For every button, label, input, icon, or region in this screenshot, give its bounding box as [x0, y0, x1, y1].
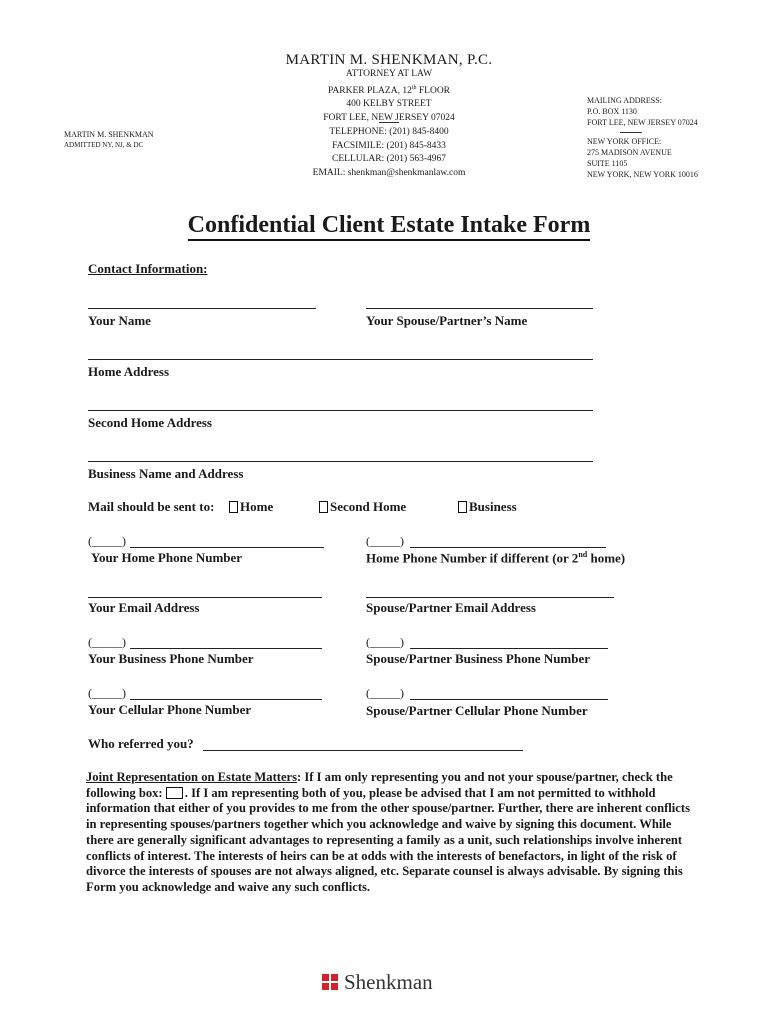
ny-city: NEW YORK, NEW YORK 10016	[587, 170, 698, 179]
divider	[620, 132, 642, 133]
attorney-name: MARTIN M. SHENKMAN	[64, 130, 154, 139]
ny-suite: SUITE 1105	[587, 159, 628, 168]
your-email-label: Your Email Address	[88, 600, 200, 615]
ny-street: 275 MADISON AVENUE	[587, 148, 672, 157]
firm-name: MARTIN M. SHENKMAN, P.C.	[285, 52, 493, 68]
home-phone-if-different-label: Home Phone Number if different (or 2nd home)	[366, 550, 626, 566]
spouse-name-field[interactable]	[366, 308, 593, 309]
referred-prompt: Who referred you?	[88, 736, 194, 751]
area-code-blank: (_____)	[366, 534, 404, 548]
referred-field[interactable]	[203, 750, 523, 751]
area-code-blank: (_____)	[88, 534, 126, 548]
mailing-address-block	[587, 95, 757, 128]
your-name-field[interactable]	[88, 308, 316, 309]
your-business-phone-field[interactable]	[130, 648, 322, 649]
mailing-label: MAILING ADDRESS:	[587, 96, 662, 105]
form-title: Confidential Client Estate Intake Form	[0, 212, 768, 239]
business-address-label: Business Name and Address	[88, 466, 244, 481]
mail-option-business[interactable]: Business	[458, 499, 517, 515]
joint-only-checkbox[interactable]	[166, 787, 183, 799]
second-home-address-label: Second Home Address	[88, 415, 212, 430]
your-cell-phone-label: Your Cellular Phone Number	[88, 702, 252, 717]
firm-contact-block	[300, 126, 478, 180]
profession: ATTORNEY AT LAW	[345, 69, 433, 79]
spouse-cell-phone-field[interactable]	[410, 699, 608, 700]
street-line-1: PARKER PLAZA, 12th FLOOR	[327, 84, 451, 96]
your-email-field[interactable]	[88, 597, 322, 598]
street-line-2: 400 KELBY STREET	[346, 99, 432, 110]
admitted-jurisdictions: ADMITTED NY, NJ, & DC	[64, 141, 144, 149]
mail-option-home[interactable]: Home	[229, 499, 273, 515]
your-home-phone-field[interactable]	[130, 547, 324, 548]
section-heading-contact: Contact Information:	[88, 261, 208, 276]
home-address-label: Home Address	[88, 364, 170, 379]
cellular: CELLULAR: (201) 563-4967	[332, 154, 446, 164]
spouse-name-label: Your Spouse/Partner’s Name	[366, 313, 528, 328]
spouse-cell-phone-label: Spouse/Partner Cellular Phone Number	[366, 703, 588, 718]
business-address-field[interactable]	[88, 461, 593, 462]
joint-heading: Joint Representation on Estate Matters	[86, 770, 298, 784]
area-code-blank: (_____)	[366, 635, 404, 649]
spouse-business-phone-field[interactable]	[410, 648, 608, 649]
logo-text: Shenkman	[344, 970, 433, 994]
email: EMAIL: shenkman@shenkmanlaw.com	[312, 167, 466, 178]
telephone: TELEPHONE: (201) 845-8400	[329, 127, 449, 137]
joint-representation-paragraph: Joint Representation on Estate Matters: If I am only representing you and not your spouse/partner, check the following box: . If I am representing both of you, please be advised that I am not permitted to withhold information that either of you provides to me from the other spouse/partner. Further, there are inherent conflicts in representing spouses/partners together which you acknowledge and waive by signing this document. While there are generally significant advantages to representing a family as a unit, such relationships involve inherent conflicts of interest. The interests of heirs can be at odds with the interests of benefactors, in light of the risk of divorce the interests of spouses are not always aligned, etc. Separate counsel is always advisable. By signing this Form you acknowledge and waive any such conflicts.	[86, 770, 690, 894]
ny-label: NEW YORK OFFICE:	[587, 137, 662, 146]
mail-option-second-home[interactable]: Second Home	[319, 499, 406, 515]
mailing-box: P.O. BOX 1130	[587, 107, 637, 116]
facsimile: FACSIMILE: (201) 845-8433	[332, 140, 446, 151]
shenkman-logo-icon	[322, 974, 338, 990]
area-code-blank: (_____)	[88, 635, 126, 649]
your-business-phone-label: Your Business Phone Number	[88, 651, 254, 666]
spouse-email-field[interactable]	[366, 597, 614, 598]
your-home-phone-label: Your Home Phone Number	[91, 550, 243, 565]
checkbox-home[interactable]	[229, 501, 238, 513]
checkbox-second-home[interactable]	[319, 501, 328, 513]
attorney-block	[64, 129, 154, 151]
your-name-label: Your Name	[88, 313, 151, 328]
divider	[379, 122, 399, 123]
checkbox-business[interactable]	[458, 501, 467, 513]
second-home-address-field[interactable]	[88, 410, 593, 411]
home-address-field[interactable]	[88, 359, 593, 360]
home-phone-if-different-field[interactable]	[410, 547, 606, 548]
spouse-email-label: Spouse/Partner Email Address	[366, 600, 536, 615]
area-code-blank: (_____)	[88, 686, 126, 700]
mailing-city: FORT LEE, NEW JERSEY 07024	[587, 118, 698, 127]
spouse-business-phone-label: Spouse/Partner Business Phone Number	[366, 651, 591, 666]
mail-prompt: Mail should be sent to:	[88, 499, 215, 514]
footer-logo	[322, 970, 433, 995]
street-line-3: FORT LEE, NEW JERSEY 07024	[323, 112, 455, 123]
ny-office-block	[587, 136, 757, 180]
firm-address-block	[300, 68, 478, 125]
your-cell-phone-field[interactable]	[130, 699, 322, 700]
area-code-blank: (_____)	[366, 686, 404, 700]
